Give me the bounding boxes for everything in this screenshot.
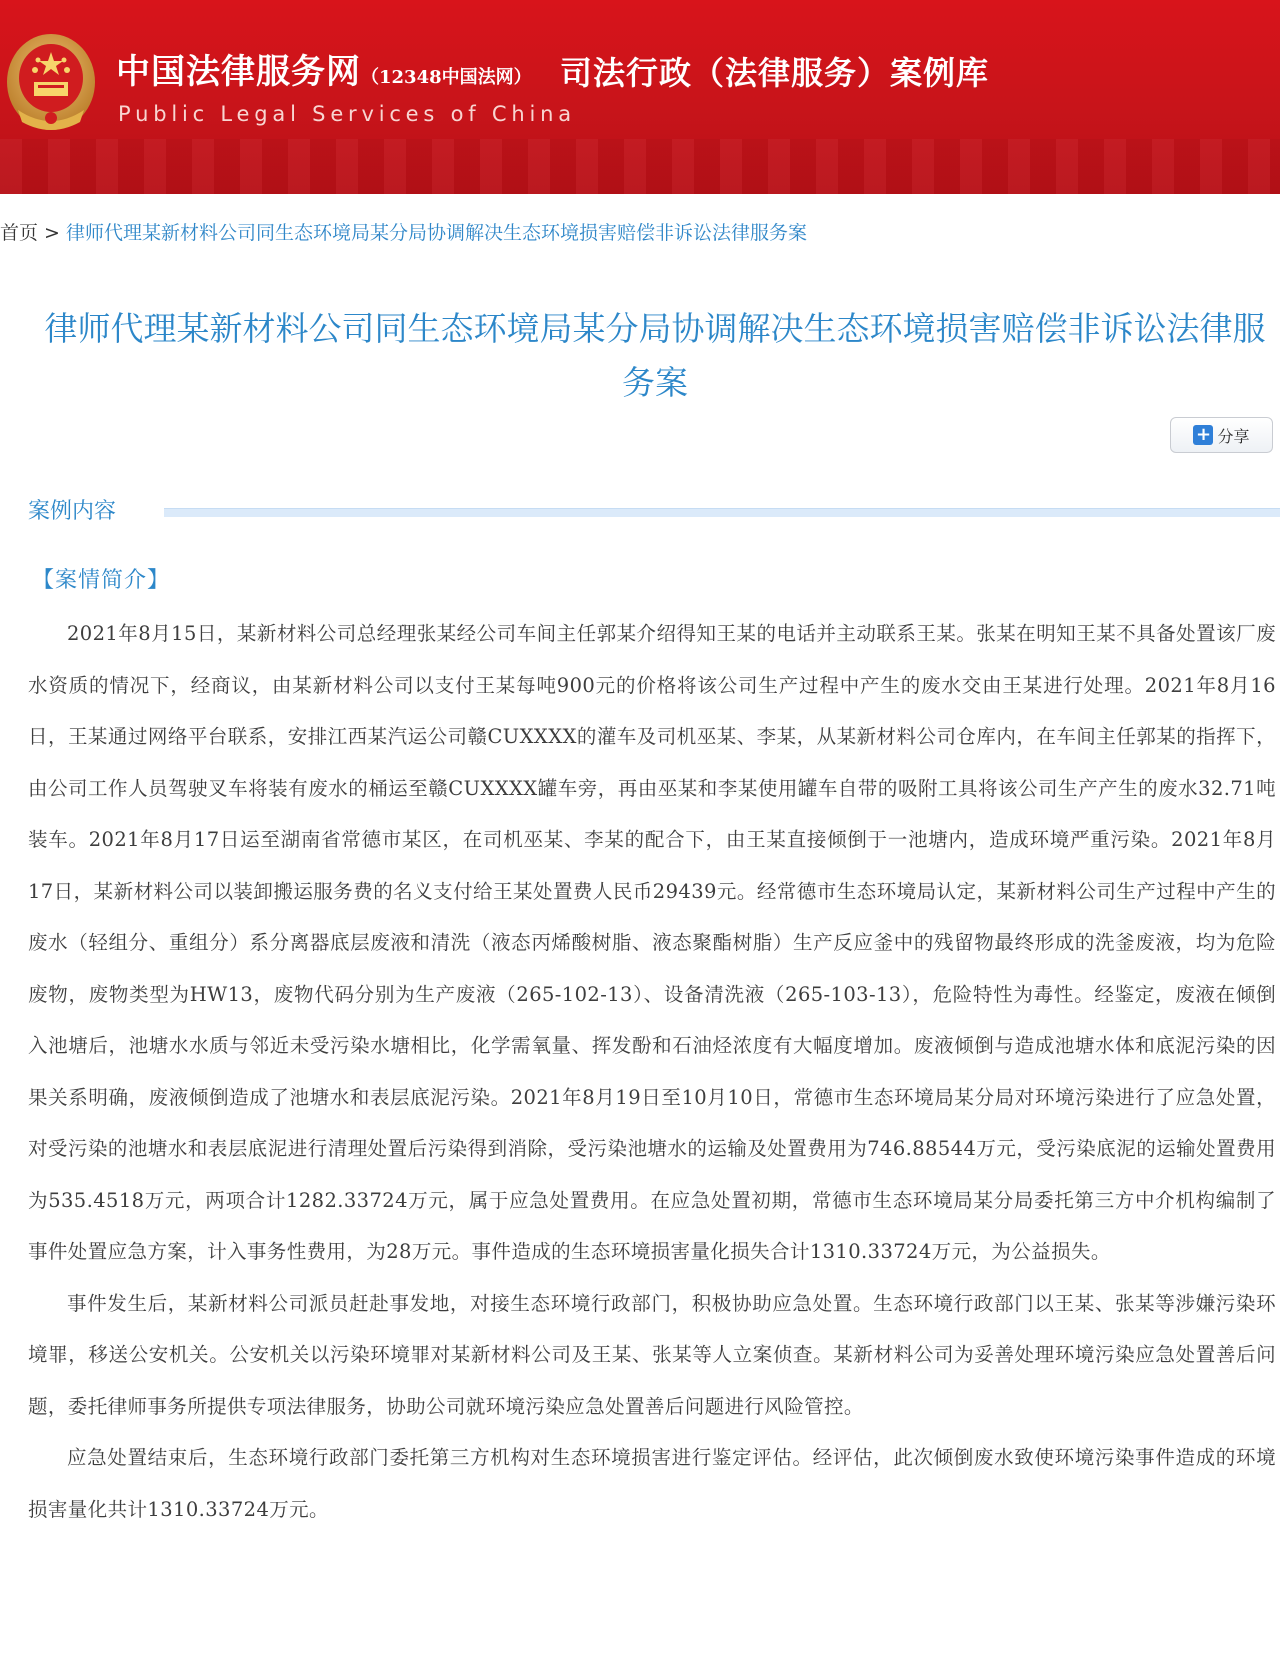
share-label: 分享	[1217, 426, 1250, 446]
paragraph: 2021年8月15日，某新材料公司总经理张某经公司车间主任郭某介绍得知王某的电话并主动联系王某。张某在明知王某不具备处置该厂废水资质的情况下，经商议，由某新材料公司以支付王某每吨900元的价格将该公司生产过程中产生的废水交由王某进行处理。2021年8月16日，王某通过网络平台联系，安排江西某汽运公司赣CUXXXX的灌车及司机巫某、李某，从某新材料公司仓库内，在车间主任郭某的指挥下，由公司工作人员驾驶叉车将装有废水的桶运至赣CUXXXX罐车旁，再由巫某和李某使用罐车自带的吸附工具将该公司生产产生的废水32.71吨装车。2021年8月17日运至湖南省常德市某区，在司机巫某、李某的配合下，由王某直接倾倒于一池塘内，造成环境严重污染。2021年8月17日，某新材料公司以装卸搬运服务费的名义支付给王某处置费人民币29439元。经常德市生态环境局认定，某新材料公司生产过程中产生的废水（轻组分、重组分）系分离器底层废液和清洗（液态丙烯酸树脂、液态聚酯树脂）生产反应釜中的残留物最终形成的洗釜废液，均为危险废物，废物类型为HW13，废物代码分别为生产废液（265-102-13）、设备清洗液（265-103-13），危险特性为毒性。经鉴定，废液在倾倒入池塘后，池塘水水质与邻近未受污染水塘相比，化学需氧量、挥发酚和石油烃浓度有大幅度增加。废液倾倒与造成池塘水体和底泥污染的因果关系明确，废液倾倒造成了池塘水和表层底泥污染。2021年8月19日至10月10日，常德市生态环境局某分局对环境污染进行了应急处置，对受污染的池塘水和表层底泥进行清理处置后污染得到消除，受污染池塘水的运输及处置费用为746.88544万元，受污染底泥的运输处置费用为535.4518万元，两项合计1282.33724万元，属于应急处置费用。在应急处置初期，常德市生态环境局某分局委托第三方中介机构编制了事件处置应急方案，计入事务性费用，为28万元。事件造成的生态环境损害量化损失合计1310.33724万元，为公益损失。	[28, 622, 1276, 1263]
plus-icon: +	[1193, 425, 1213, 445]
page-title: 律师代理某新材料公司同生态环境局某分局协调解决生态环境损害赔偿非诉讼法律服务案	[44, 309, 1266, 402]
breadcrumb-current-link[interactable]: 律师代理某新材料公司同生态环境局某分局协调解决生态环境损害赔偿非诉讼法律服务案	[65, 222, 807, 244]
case-summary-heading: 【案情简介】	[32, 568, 171, 593]
paragraph: 应急处置结束后，生态环境行政部门委托第三方机构对生态环境损害进行鉴定评估。经评估，此次倾倒废水致使环境污染事件造成的环境损害量化共计1310.33724万元。	[28, 1446, 1276, 1521]
site-name[interactable]	[116, 44, 532, 93]
section-divider	[164, 508, 1280, 517]
section-label: 案例内容	[28, 499, 117, 524]
site-banner	[0, 0, 1280, 194]
site-name-main: 中国法律服务网	[116, 52, 361, 92]
breadcrumb-separator: >	[44, 222, 60, 244]
article-body	[28, 608, 1276, 1535]
breadcrumb	[0, 218, 807, 245]
site-name-sub: （12348中国法网）	[361, 67, 532, 88]
breadcrumb-home-link[interactable]: 首页	[0, 222, 39, 244]
paragraph: 事件发生后，某新材料公司派员赶赴事发地，对接生态环境行政部门，积极协助应急处置。生态环境行政部门以王某、张某等涉嫌污染环境罪，移送公安机关。公安机关以污染环境罪对某新材料公司及王某、张某等人立案侦查。某新材料公司为妥善处理环境污染应急处置善后问题，委托律师事务所提供专项法律服务，协助公司就环境污染应急处置善后问题进行风险管控。	[28, 1291, 1276, 1418]
share-button[interactable]	[1170, 417, 1273, 453]
case-database-title: 司法行政（法律服务）案例库	[560, 54, 990, 92]
national-emblem-icon[interactable]	[4, 30, 98, 134]
site-name-en: Public Legal Services of China	[118, 102, 576, 126]
